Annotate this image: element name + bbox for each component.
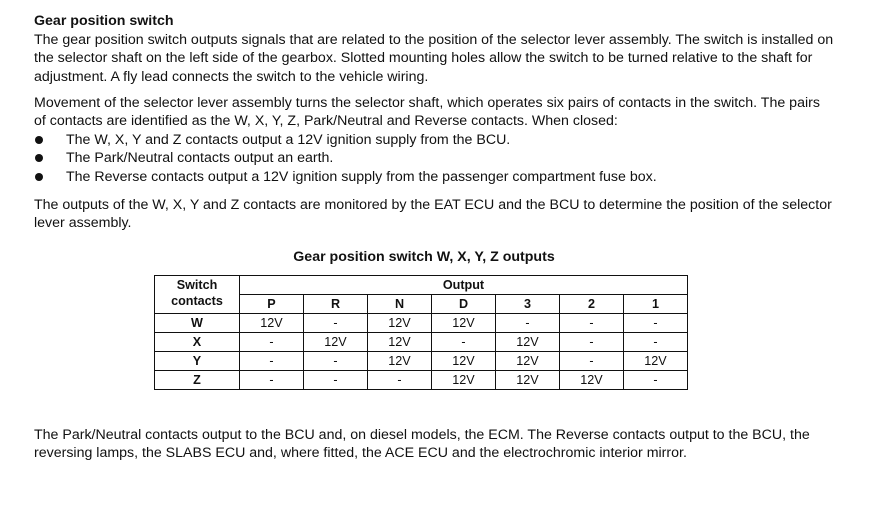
bullet-icon xyxy=(35,136,43,144)
paragraph-movement: Movement of the selector lever assembly turns the selector shaft, which operates six pairs of contacts in the switch. The pairs of contacts are identified as the W, X, Y, Z, Park/Neutral and Reverse contacts. When closed: xyxy=(34,95,820,130)
table-cell: 12V xyxy=(368,314,432,333)
column-header: D xyxy=(432,295,496,314)
bullet-item xyxy=(34,149,657,167)
table-cell: 12V xyxy=(496,371,560,390)
table-cell: 12V xyxy=(560,371,624,390)
bullet-item xyxy=(34,131,657,149)
gear-outputs-table xyxy=(154,275,688,390)
output-header: Output xyxy=(240,276,688,295)
table-cell: - xyxy=(240,333,304,352)
table-cell: - xyxy=(624,314,688,333)
paragraph-monitoring: The outputs of the W, X, Y and Z contacts are monitored by the EAT ECU and the BCU to determine the position of the selector lever assembly. xyxy=(34,197,832,232)
table-cell: - xyxy=(560,352,624,371)
row-label: X xyxy=(155,333,240,352)
table-cell: 12V xyxy=(368,352,432,371)
table-cell: - xyxy=(304,352,368,371)
bullet-text: The W, X, Y and Z contacts output a 12V ignition supply from the BCU. xyxy=(66,132,511,148)
column-header: 2 xyxy=(560,295,624,314)
switch-header-line1: Switch xyxy=(176,278,218,292)
row-label: Z xyxy=(155,371,240,390)
bullet-text: The Reverse contacts output a 12V ignition supply from the passenger compartment fuse box. xyxy=(66,168,657,185)
bullet-item xyxy=(34,168,657,186)
table-cell: - xyxy=(240,352,304,371)
table-row xyxy=(155,333,688,352)
table-cell: - xyxy=(560,333,624,352)
contacts-bullet-list xyxy=(34,131,657,186)
row-label: Y xyxy=(155,352,240,371)
table-row xyxy=(155,352,688,371)
table-cell: 12V xyxy=(496,333,560,352)
table-cell: 12V xyxy=(432,314,496,333)
table-cell: - xyxy=(368,371,432,390)
column-header: P xyxy=(240,295,304,314)
table-cell: 12V xyxy=(432,371,496,390)
table-cell: - xyxy=(496,314,560,333)
table-cell: - xyxy=(304,371,368,390)
table-cell: - xyxy=(624,333,688,352)
bullet-icon xyxy=(35,173,43,181)
column-header: 1 xyxy=(624,295,688,314)
section-heading: Gear position switch xyxy=(34,13,174,29)
column-header: 3 xyxy=(496,295,560,314)
table-cell: 12V xyxy=(432,352,496,371)
table-cell: - xyxy=(432,333,496,352)
table-cell: 12V xyxy=(624,352,688,371)
bullet-icon xyxy=(35,154,43,162)
table-cell: - xyxy=(304,314,368,333)
table-row xyxy=(155,314,688,333)
table-cell: - xyxy=(624,371,688,390)
switch-header-line2: contacts xyxy=(171,294,223,308)
paragraph-destinations: The Park/Neutral contacts output to the BCU and, on diesel models, the ECM. The Reverse contacts output to the BCU, the reversing lamps, the SLABS ECU and, where fitted, the ACE ECU and the electrochromic interior mirror. xyxy=(34,427,810,462)
paragraph-intro: The gear position switch outputs signals that are related to the position of the selector lever assembly. The switch is installed on the selector shaft on the left side of the gearbox. Slotted mounting holes allow the switch to be turned relative to the shaft for adjustment. A fly lead connects the switch to the vehicle wiring. xyxy=(34,32,834,85)
table-cell: - xyxy=(240,371,304,390)
table-row xyxy=(155,371,688,390)
table-cell: - xyxy=(560,314,624,333)
table-cell: 12V xyxy=(368,333,432,352)
column-header: R xyxy=(304,295,368,314)
table-cell: 12V xyxy=(304,333,368,352)
table-cell: 12V xyxy=(240,314,304,333)
row-label: W xyxy=(155,314,240,333)
bullet-text: The Park/Neutral contacts output an earth. xyxy=(66,150,334,167)
table-title: Gear position switch W, X, Y, Z outputs xyxy=(293,249,555,265)
switch-contacts-header xyxy=(155,276,240,314)
table-header-row xyxy=(155,276,688,295)
column-header: N xyxy=(368,295,432,314)
table-cell: 12V xyxy=(496,352,560,371)
